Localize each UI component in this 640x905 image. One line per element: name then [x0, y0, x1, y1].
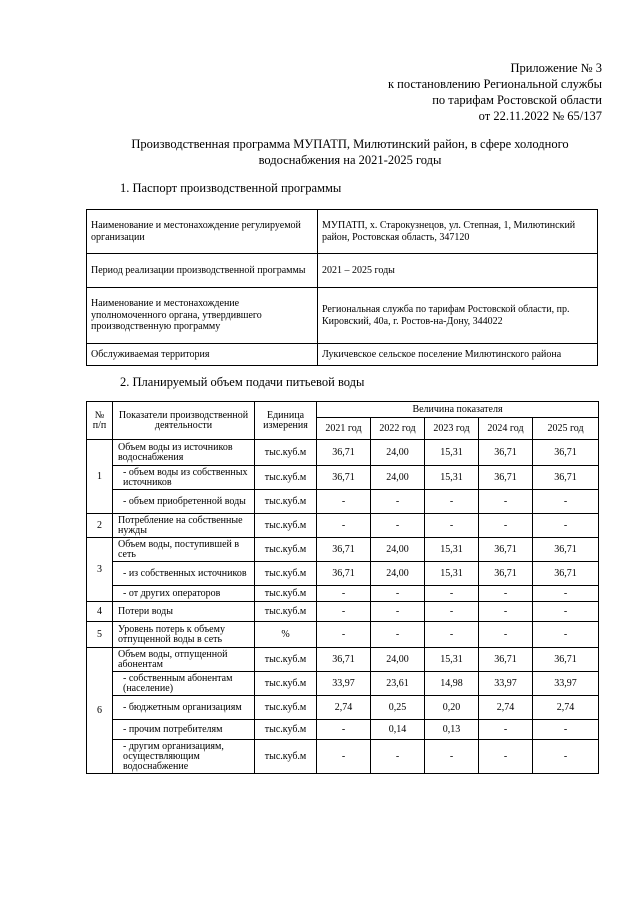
- row-value: -: [479, 602, 533, 622]
- row-number: 2: [87, 514, 113, 538]
- passport-row: [87, 288, 598, 344]
- row-value: 15,31: [425, 562, 479, 586]
- row-value: -: [479, 740, 533, 774]
- title-line: Производственная программа МУПАТП, Милютинский район, в сфере холодного: [131, 137, 569, 151]
- row-value: -: [317, 740, 371, 774]
- row-value: -: [317, 490, 371, 514]
- row-unit: тыс.куб.м: [255, 538, 317, 562]
- row-value: -: [317, 720, 371, 740]
- row-number: 6: [87, 648, 113, 774]
- row-indicator: - другим организациям, осуществляющим водоснабжение: [113, 740, 255, 774]
- row-number: 3: [87, 538, 113, 602]
- row-value: 36,71: [533, 440, 599, 466]
- row-indicator: Объем воды из источников водоснабжения: [113, 440, 255, 466]
- row-unit: тыс.куб.м: [255, 440, 317, 466]
- table-row: [87, 562, 599, 586]
- row-unit: тыс.куб.м: [255, 586, 317, 602]
- row-value: -: [533, 720, 599, 740]
- passport-value: Региональная служба по тарифам Ростовской области, пр. Кировский, 40а, г. Ростов-на-Дону, 344022: [318, 288, 598, 344]
- row-value: -: [533, 514, 599, 538]
- header-row: [87, 402, 599, 418]
- table-row: [87, 720, 599, 740]
- row-value: 2,74: [479, 696, 533, 720]
- row-number: 5: [87, 622, 113, 648]
- row-value: 33,97: [533, 672, 599, 696]
- table-row: [87, 602, 599, 622]
- row-value: -: [533, 740, 599, 774]
- row-value: 24,00: [371, 648, 425, 672]
- row-value: 36,71: [479, 562, 533, 586]
- row-value: -: [533, 490, 599, 514]
- passport-label: Наименование и местонахождение уполномоченного органа, утвердившего производственную программу: [87, 288, 318, 344]
- row-value: 36,71: [533, 538, 599, 562]
- row-value: 36,71: [533, 562, 599, 586]
- row-value: 36,71: [317, 466, 371, 490]
- row-unit: тыс.куб.м: [255, 490, 317, 514]
- row-value: 24,00: [371, 466, 425, 490]
- water-volume-table: [86, 401, 599, 774]
- appendix-line: Приложение № 3: [510, 61, 602, 75]
- row-indicator: Уровень потерь к объему отпущенной воды в сеть: [113, 622, 255, 648]
- header-value: Величина показателя: [317, 402, 599, 418]
- row-value: 36,71: [479, 538, 533, 562]
- section2-heading: 2. Планируемый объем подачи питьевой воды: [120, 375, 365, 389]
- row-value: -: [425, 490, 479, 514]
- row-value: -: [317, 602, 371, 622]
- table-row: [87, 490, 599, 514]
- row-value: 15,31: [425, 538, 479, 562]
- row-value: 36,71: [533, 466, 599, 490]
- document-title: [90, 136, 610, 168]
- row-value: -: [425, 514, 479, 538]
- header-year: 2022 год: [371, 418, 425, 440]
- header-year: 2023 год: [425, 418, 479, 440]
- row-value: -: [317, 622, 371, 648]
- row-indicator: - объем приобретенной воды: [113, 490, 255, 514]
- row-value: -: [533, 602, 599, 622]
- row-indicator: - от других операторов: [113, 586, 255, 602]
- table-row: [87, 696, 599, 720]
- row-value: -: [479, 720, 533, 740]
- appendix-line: к постановлению Региональной службы: [387, 77, 602, 91]
- row-value: -: [371, 514, 425, 538]
- row-value: -: [425, 622, 479, 648]
- row-value: -: [479, 622, 533, 648]
- row-indicator: Потери воды: [113, 602, 255, 622]
- passport-label: Наименование и местонахождение регулируемой организации: [87, 210, 318, 254]
- row-value: 36,71: [317, 562, 371, 586]
- header-year: 2025 год: [533, 418, 599, 440]
- row-value: 36,71: [317, 440, 371, 466]
- row-value: 15,31: [425, 440, 479, 466]
- row-unit: тыс.куб.м: [255, 466, 317, 490]
- row-unit: тыс.куб.м: [255, 514, 317, 538]
- table-row: [87, 672, 599, 696]
- row-indicator: Объем воды, отпущенной абонентам: [113, 648, 255, 672]
- header-unit: Единица измерения: [255, 402, 317, 440]
- row-value: 0,14: [371, 720, 425, 740]
- passport-value: Лукичевское сельское поселение Милютинского района: [318, 344, 598, 366]
- row-value: 0,13: [425, 720, 479, 740]
- row-indicator: - собственным абонентам (население): [113, 672, 255, 696]
- table-row: [87, 740, 599, 774]
- appendix-block: [388, 60, 602, 124]
- row-value: -: [317, 586, 371, 602]
- row-value: -: [533, 586, 599, 602]
- row-value: -: [479, 490, 533, 514]
- table-row: [87, 466, 599, 490]
- row-value: 36,71: [479, 648, 533, 672]
- row-number: 4: [87, 602, 113, 622]
- row-value: 14,98: [425, 672, 479, 696]
- row-value: -: [371, 622, 425, 648]
- row-value: -: [317, 514, 371, 538]
- row-indicator: Объем воды, поступившей в сеть: [113, 538, 255, 562]
- row-unit: тыс.куб.м: [255, 696, 317, 720]
- row-unit: тыс.куб.м: [255, 648, 317, 672]
- row-value: 2,74: [317, 696, 371, 720]
- row-value: -: [371, 602, 425, 622]
- row-value: -: [425, 586, 479, 602]
- row-indicator: - объем воды из собственных источников: [113, 466, 255, 490]
- row-indicator: - из собственных источников: [113, 562, 255, 586]
- table-row: [87, 622, 599, 648]
- row-value: -: [479, 586, 533, 602]
- row-indicator: - прочим потребителям: [113, 720, 255, 740]
- table-row: [87, 440, 599, 466]
- passport-row: [87, 210, 598, 254]
- table-row: [87, 514, 599, 538]
- row-indicator: - бюджетным организациям: [113, 696, 255, 720]
- passport-row: [87, 254, 598, 288]
- row-unit: тыс.куб.м: [255, 562, 317, 586]
- row-unit: тыс.куб.м: [255, 602, 317, 622]
- row-number: 1: [87, 440, 113, 514]
- header-indicator: Показатели производственной деятельности: [113, 402, 255, 440]
- passport-label: Период реализации производственной программы: [87, 254, 318, 288]
- table-row: [87, 648, 599, 672]
- row-value: -: [425, 602, 479, 622]
- passport-value: МУПАТП, х. Старокузнецов, ул. Степная, 1, Милютинский район, Ростовская область, 347120: [318, 210, 598, 254]
- appendix-line: от 22.11.2022 № 65/137: [478, 109, 602, 123]
- row-value: -: [371, 490, 425, 514]
- row-value: 24,00: [371, 538, 425, 562]
- row-value: 0,25: [371, 696, 425, 720]
- row-value: 15,31: [425, 648, 479, 672]
- row-value: 36,71: [317, 648, 371, 672]
- row-indicator: Потребление на собственные нужды: [113, 514, 255, 538]
- row-unit: %: [255, 622, 317, 648]
- table-row: [87, 586, 599, 602]
- appendix-line: по тарифам Ростовской области: [432, 93, 602, 107]
- row-value: 24,00: [371, 440, 425, 466]
- row-value: 24,00: [371, 562, 425, 586]
- passport-row: [87, 344, 598, 366]
- row-value: 0,20: [425, 696, 479, 720]
- row-value: 15,31: [425, 466, 479, 490]
- table-row: [87, 538, 599, 562]
- row-value: -: [425, 740, 479, 774]
- row-value: 36,71: [479, 440, 533, 466]
- row-value: -: [371, 740, 425, 774]
- row-value: 23,61: [371, 672, 425, 696]
- row-value: 36,71: [533, 648, 599, 672]
- passport-label: Обслуживаемая территория: [87, 344, 318, 366]
- passport-value: 2021 – 2025 годы: [318, 254, 598, 288]
- title-line: водоснабжения на 2021-2025 годы: [258, 153, 442, 167]
- row-value: 33,97: [479, 672, 533, 696]
- row-value: 33,97: [317, 672, 371, 696]
- section1-heading: 1. Паспорт производственной программы: [120, 181, 342, 195]
- row-value: -: [371, 586, 425, 602]
- row-unit: тыс.куб.м: [255, 672, 317, 696]
- passport-table: [86, 209, 598, 366]
- row-value: 36,71: [317, 538, 371, 562]
- row-value: 36,71: [479, 466, 533, 490]
- row-value: -: [533, 622, 599, 648]
- header-year: 2024 год: [479, 418, 533, 440]
- row-value: 2,74: [533, 696, 599, 720]
- row-unit: тыс.куб.м: [255, 740, 317, 774]
- row-unit: тыс.куб.м: [255, 720, 317, 740]
- row-value: -: [479, 514, 533, 538]
- header-year: 2021 год: [317, 418, 371, 440]
- header-num: № п/п: [87, 402, 113, 440]
